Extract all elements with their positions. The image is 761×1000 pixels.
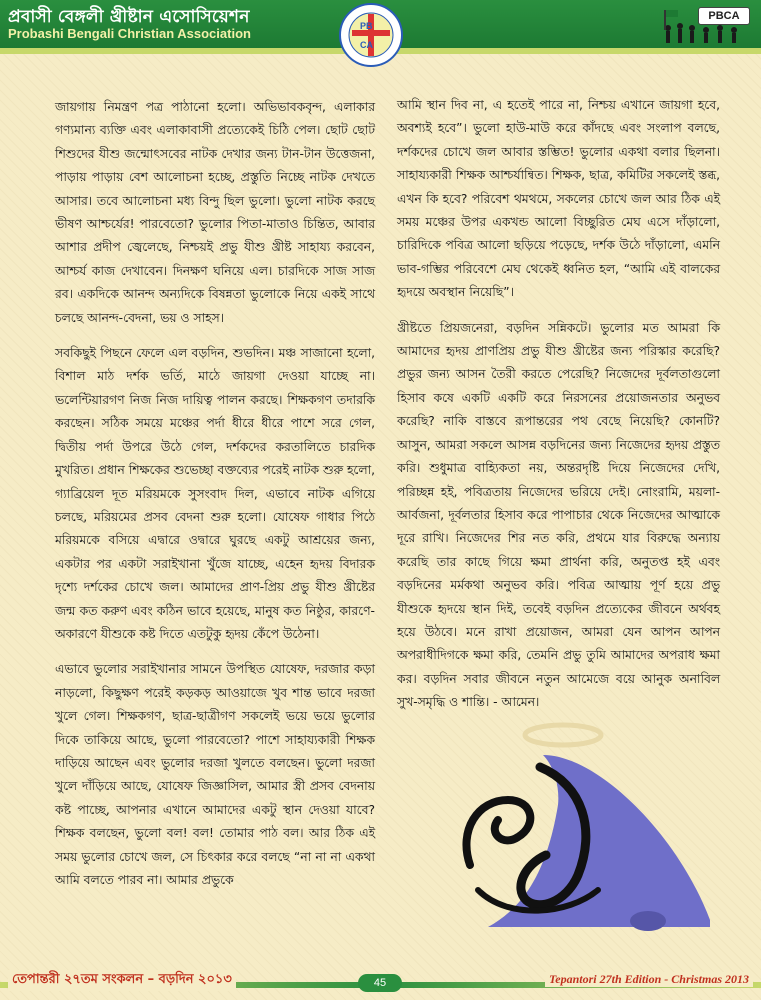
article-left-column bbox=[55, 96, 375, 904]
pbca-logo bbox=[338, 2, 404, 68]
paragraph: খ্রীষ্টতে প্রিয়জনেরা, বড়দিন সন্নিকটে। ভুলোর মত আমরা কি আমাদের হৃদয় প্রাণপ্রিয় প্রভু যীশু খ্রীষ্টের জন্য পরিস্কার করেছি? প্রভুর জন্য আসন তৈরী করতে পেরেছি? নিজেদের দূর্বলতাগুলো হিসাব কষে একটি একটি করে নিরসনের প্রয়োজনতার অনুভব করেছি? নাকি বাস্তবে রূপান্তরের পথ বেছে নিয়েছি? কোনটি? আসুন, আমরা সকলে আসন্ন বড়দিনের জন্য নিজেদের হৃদয় প্রস্তুত করি। শুধুমাত্র বাহ্যিকতা নয়, অন্তরদৃষ্টি দিয়ে নিজেদের দেখি, পরিচ্ছন্ন হই, পবিত্রতায় নিজেদের ভরিয়ে দেই। নোংরামি, ময়লা-আর্বজনা, দূর্বলতার হিসাব করে পাপাচার থেকে নিজেদের আত্মাকে দূরে রাখি। নিজেদের শির নত করি, প্রথমে যার বিরুদ্ধে অন্যায় করেছি তার কাছে গিয়ে ক্ষমা প্রার্থনা করি, অনুতপ্ত হই এবং বড়দিনের মর্মকথা অনুভব করি। পবিত্র আত্মায় পূর্ণ হয়ে প্রভু যীশুকে হৃদয়ে স্থান দিই, তবেই বড়দিন প্রত্যেকের জীবনে অর্থবহ হয়ে উঠবে। মনে রাখা প্রয়োজন, আমরা যেন আপন আপন অপরাধীদিগকে ক্ষমা করি, তেমনি প্রভু তুমি আমাদের অপরাধ ক্ষমা কর। বড়দিন সবার জীবনে নতুন আমেজে বয়ে আনুক অনাবিল সুখ-সমৃদ্ধি ও শান্তি। - আমেন। bbox=[397, 320, 720, 710]
paragraph: সবকিছুই পিছনে ফেলে এল বড়দিন, শুভদিন। মঞ্চ সাজানো হলো, বিশাল মাঠ দর্শক ভর্তি, মাঠে জায়গা দেওয়া যাচ্ছে না। ভলেন্টিয়ারগণ নিজ নিজ দায়িত্ব পালন করছে। শিক্ষকগণ তদারকি করছেন। সঠিক সময়ে মঞ্চের পর্দা ধীরে ধীরে পাশে সরে গেল, দ্বিতীয় পর্দা উপরে উঠে গেল, দর্শকদের করতালিতে চারদিক মুখরিত। প্রধান শিক্ষকের শুভেচ্ছা বক্তব্যের পরেই নাটক শুরু হলো, গ্যাব্রিয়েল দূত মরিয়মকে সুসংবাদ দিল, এভাবে নাটক এগিয়ে চলছে, মরিয়মের প্রসব বেদনা শুরু হলো। যোষেফ গাধার পিঠে মরিয়মকে বসিয়ে এদ্বারে ওদ্বারে ঘুরছে একটু আশ্রয়ের জন্য, একটার পর একটা সরাইখানা খুঁজে যাচ্ছে, এহেন হৃদয় বিদারক দৃশ্যে দর্শকের চোখে জল। আমাদের প্রাণ-প্রিয় প্রভু যীশু খ্রীষ্টের জন্ম কত করুণ এবং কঠিন ভাবে হয়েছে, মানুষ কত নিষ্ঠুর, কারণে-অকারণে যীশুকে কষ্ট দিতে এতটুকু হৃদয় কেঁপে উঠেনা। bbox=[55, 346, 375, 641]
page-header bbox=[0, 0, 761, 58]
paragraph: এভাবে ভুলোর সরাইখানার সামনে উপস্থিত যোষেফ, দরজার কড়া নাড়লো, কিছুক্ষণ পরেই কড়কড় আওয়াজে খুব শান্ত ভাবে দরজা খুলে গেল। শিক্ষকগণ, ছাত্র-ছাত্রীগণ সকলেই ভয়ে ভয়ে ভুলোর দিকে তাকিয়ে আছে, ভুলো পারবেতো? পাশে সাহায্যকারী শিক্ষক দাড়িয়ে আছেন এবং ভুলোর দরজা খুলতে বলছেন। ভুলো দরজা খুলে দাঁড়িয়ে আছে, যোষেফ জিজ্ঞাসিল, আমার স্ত্রী প্রসব বেদনায় কষ্ট পাচ্ছে, আপনার এখানে আমাদের একটু স্থান দেওয়া যাবে? শিক্ষক বলছেন, ভুলো বল! বল! তোমার পাঠ বল। আর ঠিক এই সময় ভুলোর চোখে জল, সে চিৎকার করে বলছে “না না না একথা আমি বলতে পারব না। আমার প্রভুকে bbox=[55, 662, 375, 887]
nativity-illustration bbox=[448, 715, 723, 955]
association-name-english: Probashi Bengali Christian Association bbox=[8, 26, 251, 41]
page-number: 45 bbox=[358, 974, 402, 992]
association-name-bengali: প্রবাসী বেঙ্গলী খ্রীষ্টান এসোসিয়েশন bbox=[8, 7, 250, 27]
footer-edition-english: Tepantori 27th Edition - Christmas 2013 bbox=[545, 972, 753, 987]
page-footer bbox=[0, 970, 761, 1000]
paragraph: জায়গায় নিমন্ত্রণ পত্র পাঠানো হলো। অভিভাবকবৃন্দ, এলাকার গণ্যমান্য ব্যক্তি এবং এলাকাবাসী প্রত্যেকেই চিঠি পেল। ছোট ছোট শিশুদের যীশু জন্মোৎসবের নাটক দেখার জন্য টান-টান উত্তেজনা, পাড়ায় পাড়ায় বেশ আলোচনা হচ্ছে, প্রস্তুতি নিচ্ছে নাটক দেখতে আসার। তবে আলোচনা মধ্য বিন্দু ছিল ভুলো। ভুলো নাটক করছে ভীষণ আশ্চর্যের! পারবেতো? ভুলোর পিতা-মাতাও চিন্তিত, আবার আশার প্রদীপ জ্বেলেছে, নিশ্চয়ই প্রভু যীশু খ্রীষ্ট সাহায্য করবেন, আশ্চর্য কাজ দেখাবেন। দিনক্ষণ ঘনিয়ে এল। চারদিকে সাজ সাজ রব। একদিকে আনন্দ অন্যদিকে বিষন্নতা ভুলোকে নিয়ে একই সাথে চলছে আনন্দ-বেদনা, ভয় ও সাহস। bbox=[55, 100, 375, 325]
svg-text:PB: PB bbox=[360, 21, 373, 31]
article-right-column bbox=[397, 94, 720, 727]
footer-edition-bengali: তেপান্তরী ২৭তম সংকলন – বড়দিন ২০১৩ bbox=[8, 970, 236, 991]
pbca-badge: PBCA bbox=[698, 7, 750, 25]
paragraph: আমি স্থান দিব না, এ হতেই পারে না, নিশ্চয় এখানে জায়গা হবে, অবশ্যই হবে”। ভুলো হাউ-মাউ করে কাঁদছে এবং সংলাপ বলছে, দর্শকদের চোখে জল আবার স্তম্ভিত! ভুলোর একথা বলার ছিলনা। সাহায্যকারী শিক্ষক আশ্চর্যান্বিত। শিক্ষক, ছাত্র, কমিটির সকলেই স্তব্ধ, এখন কি হবে? পরিবেশ থমথমে, সকলের চোখে জল আর ঠিক এই সময় মঞ্চের উপর একখন্ড আলো বিচ্ছুরিত মেঘ এসে দাঁড়ালো, চারিদিকে পবিত্র আলো ছড়িয়ে পড়েছে, দর্শক উঠে দাঁড়ালো, এমনি ভাব-গম্ভির পরিবেশে মেঘ থেকেই ধ্বনিত হল, “আমি এই বালকের হৃদয়ে অবস্থান নিয়েছি”। bbox=[397, 98, 720, 300]
svg-text:CA: CA bbox=[360, 40, 373, 50]
